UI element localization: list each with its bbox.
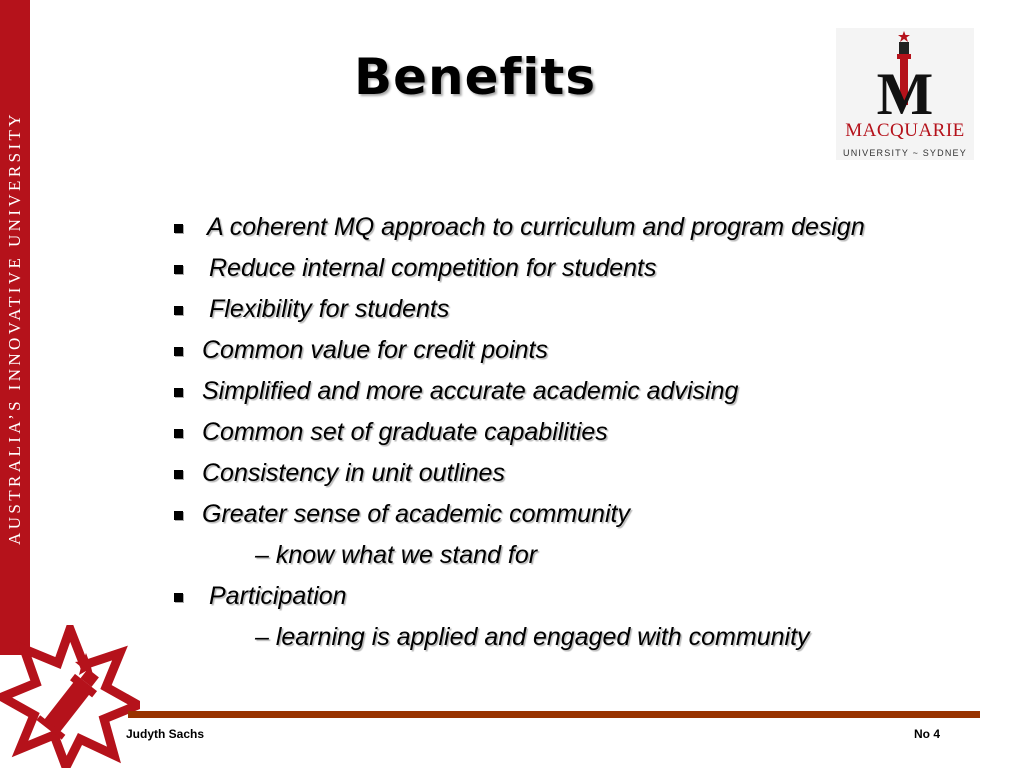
bullet-item: Greater sense of academic community	[202, 500, 630, 528]
sub-bullet-item: – learning is applied and engaged with community	[255, 623, 810, 651]
slide-title: Benefits	[354, 48, 597, 106]
logo-monogram: M	[876, 61, 934, 127]
logo-wordmark: MACQUARIE	[845, 120, 965, 141]
bullet-item: Reduce internal competition for students	[209, 254, 657, 282]
side-tagline: AUSTRALIA’S INNOVATIVE UNIVERSITY	[5, 111, 24, 545]
square-bullet-icon	[174, 265, 183, 274]
side-band	[0, 0, 30, 655]
footer-divider	[128, 711, 980, 718]
square-bullet-icon	[174, 388, 183, 397]
bullet-item: Participation	[209, 582, 347, 610]
bullet-item: Flexibility for students	[209, 295, 450, 323]
square-bullet-icon	[174, 429, 183, 438]
footer-author: Judyth Sachs	[126, 727, 205, 741]
square-bullet-icon	[174, 593, 183, 602]
bullet-item: A coherent MQ approach to curriculum and program design	[207, 213, 865, 241]
square-bullet-icon	[174, 224, 183, 233]
square-bullet-icon	[174, 306, 183, 315]
bullet-item: Consistency in unit outlines	[202, 459, 505, 487]
logo-subtitle: UNIVERSITY ~ SYDNEY	[843, 148, 967, 158]
bullet-item: Common set of graduate capabilities	[202, 418, 608, 446]
sub-bullet-item: – know what we stand for	[255, 541, 538, 569]
bullet-item: Simplified and more accurate academic advising	[202, 377, 739, 405]
footer-page-number: No 4	[913, 727, 940, 741]
square-bullet-icon	[174, 470, 183, 479]
bullet-item: Common value for credit points	[202, 336, 548, 364]
square-bullet-icon	[174, 511, 183, 520]
square-bullet-icon	[174, 347, 183, 356]
star-lighthouse-icon	[0, 625, 140, 768]
